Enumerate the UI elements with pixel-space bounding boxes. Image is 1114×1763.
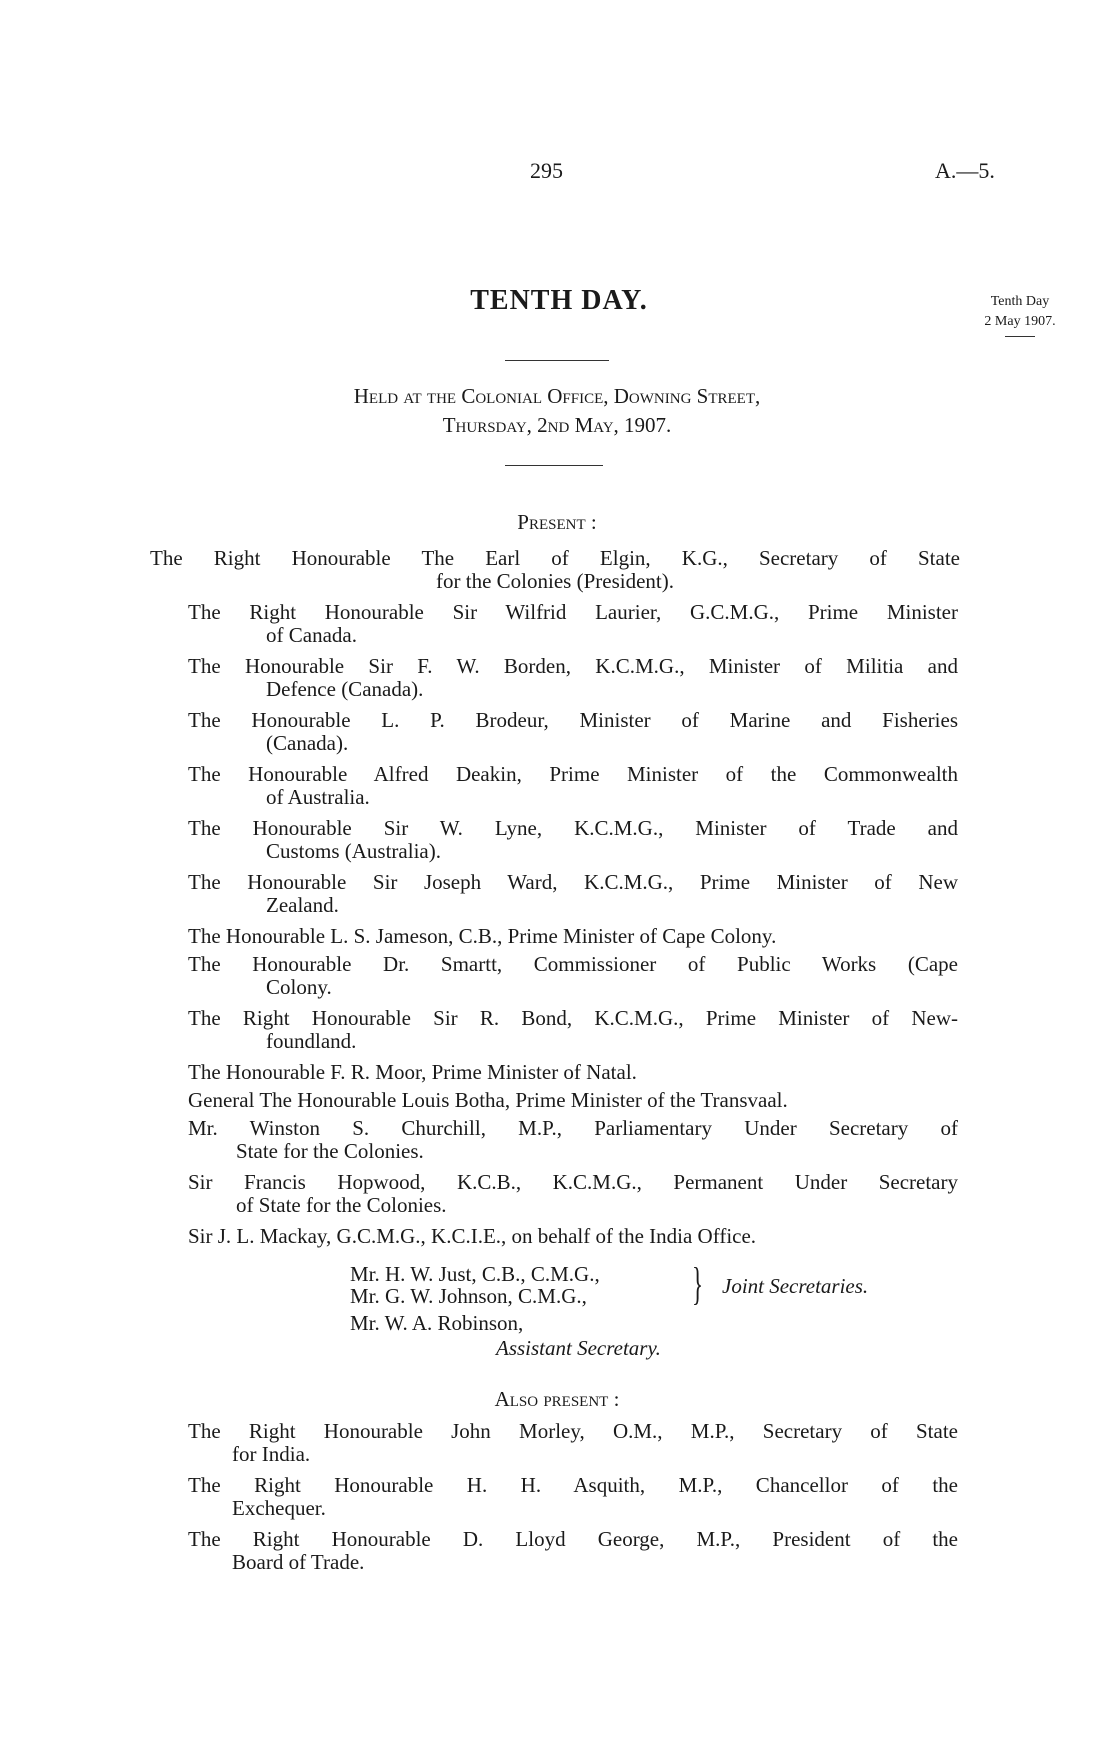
present-entry-10 (188, 1007, 958, 1053)
present-entry-3 (188, 655, 958, 701)
entry-continuation: for the Colonies (President). (436, 569, 674, 593)
entry-continuation: Customs (Australia). (266, 839, 441, 863)
present-entry-6 (188, 817, 958, 863)
present-entry-11 (188, 1061, 958, 1084)
page-number: 295 (530, 158, 563, 183)
entry-line: The Right Honourable Sir R. Bond, K.C.M.G., Prime Minister of New- (188, 1006, 958, 1030)
entry-line: The Honourable F. R. Moor, Prime Minister of Natal. (188, 1060, 637, 1084)
assistant-secretary-name: Mr. W. A. Robinson, (350, 1311, 524, 1335)
entry-continuation: of State for the Colonies. (236, 1193, 447, 1217)
present-entry-2 (188, 601, 958, 647)
margin-note-date: 2 May 1907. (984, 314, 1056, 329)
entry-continuation: Board of Trade. (232, 1550, 365, 1574)
assistant-secretary-label: Assistant Secretary. (496, 1336, 661, 1360)
entry-line: The Right Honourable The Earl of Elgin, K.G., Secretary of State (150, 546, 960, 570)
margin-note (960, 292, 1080, 337)
entry-continuation: Defence (Canada). (266, 677, 424, 701)
title-divider (505, 360, 609, 361)
entry-continuation: for India. (232, 1442, 311, 1466)
entry-continuation: Zealand. (266, 893, 339, 917)
present-heading: Present : (517, 510, 597, 534)
document-reference: A.—5. (935, 158, 995, 183)
entry-line: The Right Honourable H. H. Asquith, M.P., Chancellor of the (188, 1473, 958, 1497)
entry-line: The Right Honourable John Morley, O.M., M.P., Secretary of State (188, 1419, 958, 1443)
entry-continuation: of Australia. (266, 785, 370, 809)
entry-line: The Right Honourable Sir Wilfrid Laurier, G.C.M.G., Prime Minister (188, 600, 958, 624)
page-title: TENTH DAY. (470, 285, 648, 316)
present-entry-13 (188, 1117, 958, 1163)
venue-divider (505, 465, 603, 466)
entry-line: The Honourable Sir W. Lyne, K.C.M.G., Minister of Trade and (188, 816, 958, 840)
present-entry-4 (188, 709, 958, 755)
entry-line: The Honourable L. S. Jameson, C.B., Prime Minister of Cape Colony. (188, 924, 777, 948)
present-entry-9 (188, 953, 958, 999)
entry-line: The Honourable Dr. Smartt, Commissioner of Public Works (Cape (188, 952, 958, 976)
joint-secretary-1: Mr. H. W. Just, C.B., C.M.G., (350, 1262, 600, 1286)
entry-continuation: of Canada. (266, 623, 357, 647)
entry-line: The Right Honourable D. Lloyd George, M.P., President of the (188, 1527, 958, 1551)
joint-secretary-2: Mr. G. W. Johnson, C.M.G., (350, 1284, 587, 1308)
entry-continuation: (Canada). (266, 731, 349, 755)
also-present-entry-2 (188, 1474, 958, 1520)
entry-line: The Honourable Sir F. W. Borden, K.C.M.G., Minister of Militia and (188, 654, 958, 678)
entry-line: The Honourable Sir Joseph Ward, K.C.M.G., Prime Minister of New (188, 870, 958, 894)
also-present-entry-3 (188, 1528, 958, 1574)
margin-divider (1005, 336, 1035, 337)
entry-line: The Honourable L. P. Brodeur, Minister of Marine and Fisheries (188, 708, 958, 732)
brace-icon: } (692, 1258, 704, 1309)
entry-line: The Honourable Alfred Deakin, Prime Minister of the Commonwealth (188, 762, 958, 786)
margin-note-day: Tenth Day (990, 294, 1050, 309)
present-entry-5 (188, 763, 958, 809)
present-entry-12 (188, 1089, 958, 1112)
entry-continuation: foundland. (266, 1029, 357, 1053)
present-entry-14 (188, 1171, 958, 1217)
entry-continuation: State for the Colonies. (236, 1139, 424, 1163)
also-present-heading: Also present : (494, 1387, 620, 1411)
entry-line: Mr. Winston S. Churchill, M.P., Parliamentary Under Secretary of (188, 1116, 958, 1140)
venue-line-2: Thursday, 2nd May, 1907. (442, 413, 672, 437)
entry-line: General The Honourable Louis Botha, Prime Minister of the Transvaal. (188, 1088, 788, 1112)
entry-continuation: Exchequer. (232, 1496, 326, 1520)
entry-line: Sir Francis Hopwood, K.C.B., K.C.M.G., Permanent Under Secretary (188, 1170, 958, 1194)
present-entry-8 (188, 925, 948, 948)
entry-line: Sir J. L. Mackay, G.C.M.G., K.C.I.E., on behalf of the India Office. (188, 1224, 757, 1248)
present-entry-7 (188, 871, 958, 917)
present-entry-15 (188, 1225, 958, 1248)
venue-line-1: Held at the Colonial Office, Downing Street, (353, 384, 761, 408)
also-present-entry-1 (188, 1420, 958, 1466)
present-entry-1 (150, 547, 960, 593)
entry-continuation: Colony. (266, 975, 332, 999)
joint-secretaries-label: Joint Secretaries. (722, 1274, 869, 1298)
